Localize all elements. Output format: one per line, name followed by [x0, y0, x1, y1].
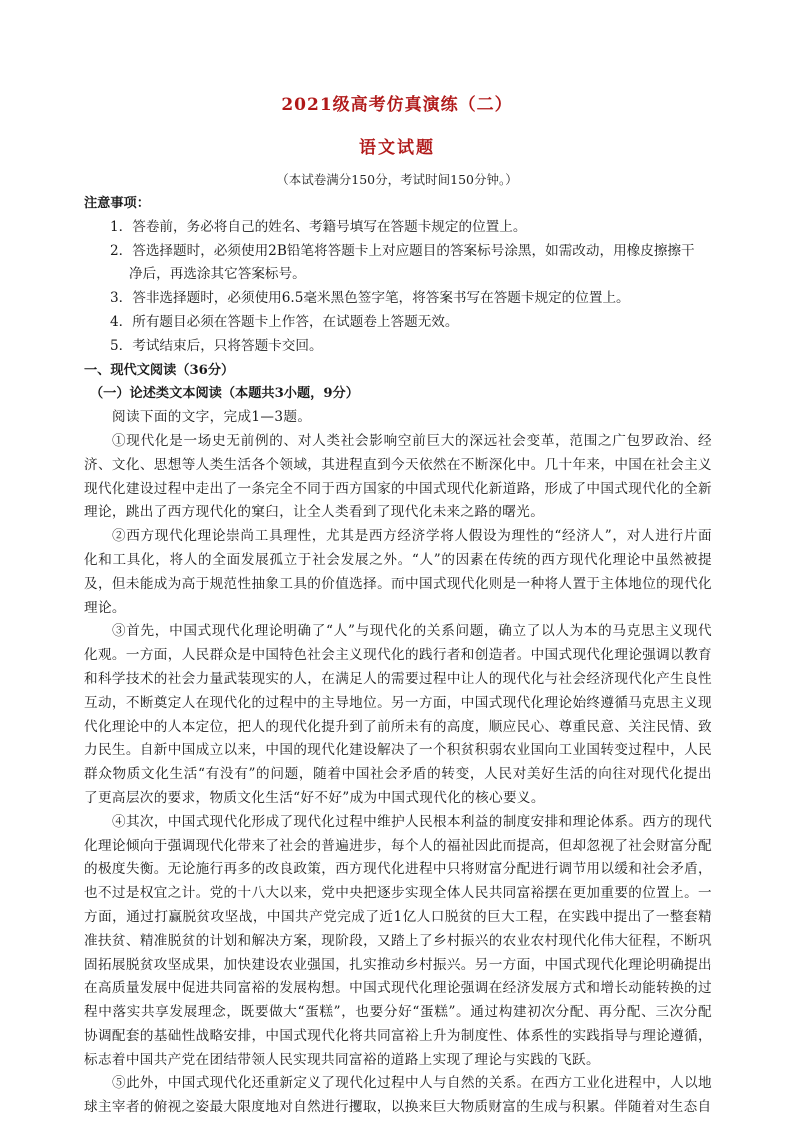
notice-item: 5．考试结束后，只将答题卡交回。	[110, 337, 323, 354]
notice-item: 3．答非选择题时，必须使用6.5毫米黑色签字笔，将答案书写在答题卡规定的位置上。	[110, 290, 630, 307]
notice-item: 2．答选择题时，必须使用2B铅笔将答题卡上对应题目的答案标号涂黑，如需改动，用橡皮擦擦干	[110, 242, 695, 259]
reading-instruction: 阅读下面的文字，完成1—3题。	[112, 409, 312, 426]
passage-paragraph-2: ②西方现代化理论崇尚工具理性，尤其是西方经济学将人假设为理性的“经济人”，对人进行片面化和工具化，将人的全面发展孤立于社会发展之外。“人”的因素在传统的西方现代化理论中虽然被提及，但未能成为高于规范性抽象工具的价值选择。而中国式现代化则是一种将人置于主体地位的现代化理论。	[84, 528, 712, 616]
notice-item: 1．答卷前，务必将自己的姓名、考籍号填写在答题卡规定的位置上。	[110, 218, 527, 235]
passage-paragraph-3: ③首先，中国式现代化理论明确了“人”与现代化的关系问题，确立了以人为本的马克思主义现代化观。一方面，人民群众是中国特色社会主义现代化的践行者和创造者。中国式现代化理论强调以教育和科学技术的社会力量武装现实的人，在满足人的需要过程中让人的现代化与社会经济现代化产生良性互动，不断奠定人在现代化的过程中的主导地位。另一方面，中国式现代化理论始终遵循马克思主义现代化理论中的人本定位，把人的现代化提升到了前所未有的高度，顺应民心、尊重民意、关注民情、致力民生。自新中国成立以来，中国的现代化建设解决了一个积贫积弱农业国向工业国转变过程中，人民群众物质文化生活“有没有”的问题，随着中国社会矛盾的转变，人民对美好生活的向往对现代化提出了更高层次的要求，物质文化生活“好不好”成为中国式现代化的核心要义。	[84, 623, 712, 806]
subsection-title: （一）论述类文本阅读（本题共3小题，9分）	[90, 386, 359, 402]
notice-item-continued: 净后，再选涂其它答案标号。	[129, 266, 306, 283]
notice-heading: 注意事项：	[84, 196, 150, 211]
exam-title: 2021级高考仿真演练（二）	[281, 95, 513, 115]
section-title: 一、现代文阅读（36分）	[84, 362, 235, 378]
subject-title: 语文试题	[359, 138, 435, 158]
notice-item: 4．所有题目必须在答题卡上作答，在试题卷上答题无效。	[110, 313, 459, 330]
passage-paragraph-1: ①现代化是一场史无前例的、对人类社会影响空前巨大的深远社会变革，范围之广包罗政治、经济、文化、思想等人类生活各个领域，其进程直到今天依然在不断深化中。几十年来，中国在社会主义现代化建设过程中走出了一条完全不同于西方国家的中国式现代化新道路，形成了中国式现代化的全新理论，跳出了西方现代化的窠臼，让全人类看到了现代化未来之路的曙光。	[84, 432, 712, 521]
passage-paragraph-5: ⑤此外，中国式现代化还重新定义了现代化过程中人与自然的关系。在西方工业化进程中，人以地球主宰者的俯视之姿最大限度地对自然进行攫取，以换来巨大物质财富的生成与积累。伴随着对生态自	[84, 1075, 712, 1116]
exam-content	[84, 192, 712, 1120]
exam-info: （本试卷满分150分，考试时间150分钟。）	[276, 172, 518, 187]
passage-paragraph-4: ④其次，中国式现代化形成了现代化过程中维护人民根本利益的制度安排和理论体系。西方的现代化理论倾向于强调现代化带来了社会的普遍进步，每个人的福祉因此而提高，但却忽视了社会财富分配的极度失衡。无论施行再多的改良政策，西方现代化进程中只将财富分配进行调节用以缓和社会矛盾，也不过是权宜之计。党的十八大以来，党中央把逐步实现全体人民共同富裕摆在更加重要的位置上。一方面，通过打赢脱贫攻坚战，中国共产党完成了近1亿人口脱贫的巨大工程，在实践中提出了一整套精准扶贫、精准脱贫的计划和解决方案，现阶段，又踏上了乡村振兴的农业农村现代化伟大征程，不断巩固拓展脱贫攻坚成果，加快建设农业强国，扎实推动乡村振兴。另一方面，中国式现代化理论明确提出在高质量发展中促进共同富裕的发展构想。中国式现代化理论强调在经济发展方式和增长动能转换的过程中落实共享发展理念，既要做大“蛋糕”，也要分好“蛋糕”。通过构建初次分配、再分配、三次分配协调配套的基础性战略安排，中国式现代化将共同富裕上升为制度性、体系性的实践指导与理论遵循，标志着中国共产党在团结带领人民实现共同富裕的道路上实现了理论与实践的飞跃。	[84, 813, 712, 1068]
